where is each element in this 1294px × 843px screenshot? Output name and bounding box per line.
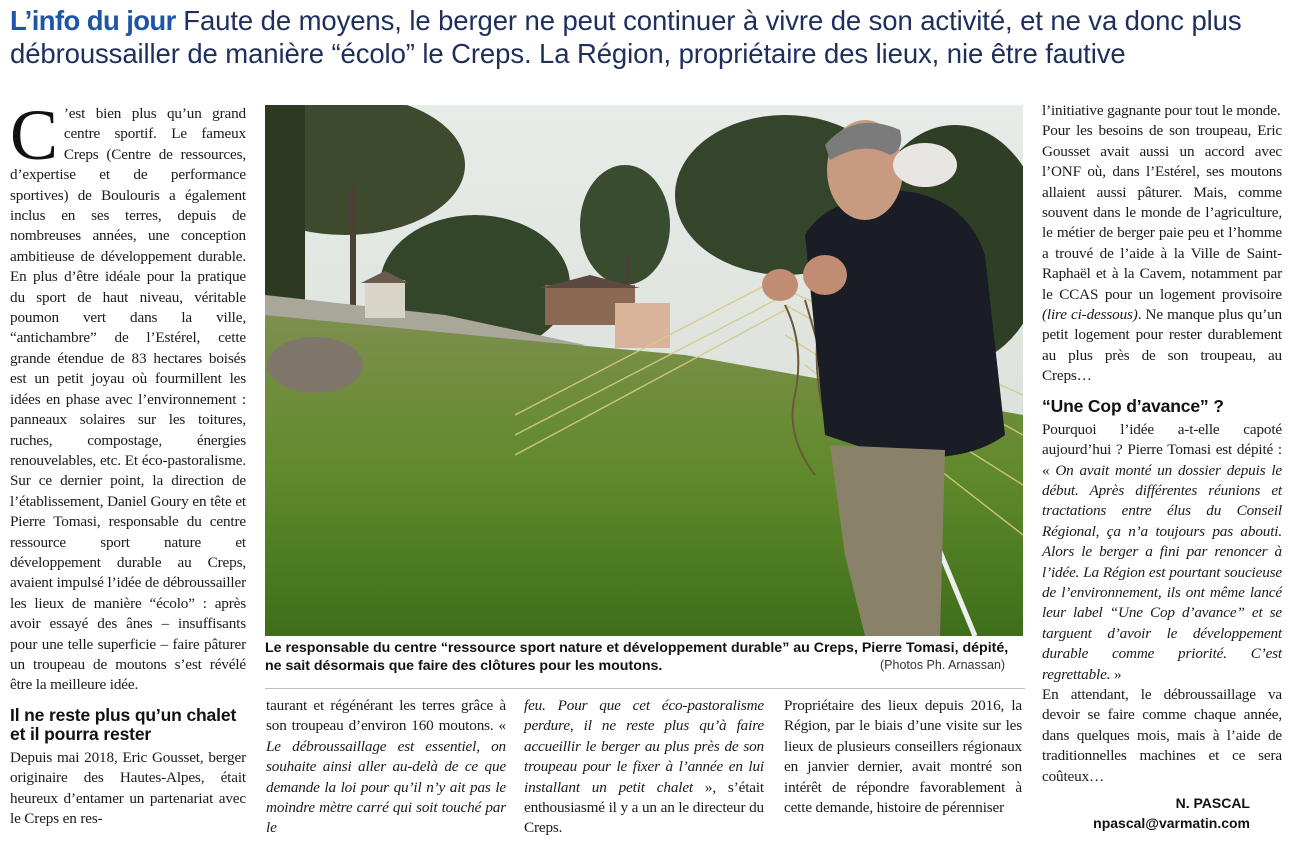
headline-text: Faute de moyens, le berger ne peut continuer à vivre de son activité, et ne va donc plus débroussailler de manière “écolo” le Creps. La Région, propriétaire des lieux, nie être fautive <box>10 5 1242 69</box>
paragraph-en-attendant: En attendant, le débroussaillage va devoir se faire comme chaque année, dans quelques mois, mais à l’aide de traditionnelles machines et ce sera coûteux… <box>1042 685 1282 785</box>
intro-text: ’est bien plus qu’un grand centre sportif. Le fameux Creps (Centre de ressources, d’expertise et de performance sportives) de Boulouris a également inclus en ses terres, depuis de nombreuses années, une conception ambitieuse de développement durable. En plus d’être idéale pour la pratique du sport de haut niveau, véritable poumon vert dans la ville, “antichambre” de l’Estérel, cette grande étendue de 83 hectares boisés est un petit joyau où fourmillent les idées en phase avec l’environnement : panneaux solaires sur les toitures, ruches, compostage, énergies renouvelables, etc. Et éco-pastoralisme. Sur ce dernier point, la direction de l’établissement, Daniel Goury en tête et Pierre Tomasi, responsable du centre ressource sport nature et développement durable au Creps, avaient impulsé l’idée de débroussailler les lieux de manière “écolo” : après avoir essayé des ânes – insuffisants pour une telle superficie – faire pâturer un troupeau de moutons s’est révélé être la meilleure idée. <box>10 105 246 694</box>
paragraph-depuis: Depuis mai 2018, Eric Gousset, berger originaire des Hautes-Alpes, était heureux d’entamer un partenariat avec le Creps en res- <box>10 748 246 827</box>
column-1 <box>10 95 246 829</box>
besoins-ref: (lire ci-dessous) <box>1042 306 1138 324</box>
photo-caption: Le responsable du centre “ressource sport nature et développement durable” au Creps, Pierre Tomasi, dépité, ne sait désormais que faire des clôtures pour les moutons. <box>265 640 1009 674</box>
column-5 <box>1042 101 1282 787</box>
column-4 <box>784 696 1022 818</box>
photo-credit: (Photos Ph. Arnassan) <box>880 658 1006 672</box>
col3-quote: feu. Pour que cet éco-pastoralisme perdure, il ne reste plus qu’à faire accueillir le berger au plus près de son troupeau pour le fixer à l’année en lui installant un petit chalet <box>524 697 764 796</box>
drop-cap: C <box>10 95 58 175</box>
pourquoi-quote: On avait monté un dossier depuis le début. Après différentes réunions et tractations entre élus du Conseil Régional, ça n’a toujours pas abouti. Alors le berger a fini par renoncer à l’idée. La Région est pourtant soucieuse de l’environnement, ils ont même lancé leur label “Une Cop d’avance” et se targuent d’avoir le développement durable comme priorité. C’est regrettable. <box>1042 461 1282 683</box>
column-2 <box>266 696 506 839</box>
pourquoi-close: » <box>1110 665 1122 683</box>
subhead-cop: “Une Cop d’avance” ? <box>1042 395 1224 416</box>
pourquoi-text: Pourquoi l’idée a-t-elle capoté aujourd’hui ? Pierre Tomasi est dépité : « <box>1042 420 1282 479</box>
kicker: L’info du jour <box>10 5 176 36</box>
paragraph-proprietaire: Propriétaire des lieux depuis 2016, la Région, par le biais d’une visite sur les lieux de plusieurs conseillers régionaux en janvier dernier, avait montré son intérêt de répondre favorablement à cette demande, histoire de pérenniser <box>784 697 1022 817</box>
headline <box>10 4 1288 70</box>
paragraph-pourquoi <box>1042 420 1282 685</box>
col2-quote: Le débroussaillage est essentiel, on souhaite ainsi aller au-delà de ce que demande la loi pour qu’il n’y ait pas le moindre mètre carré qui soit touché par le <box>266 737 506 837</box>
paragraph-feu <box>524 696 764 839</box>
paragraph-besoins <box>1042 121 1282 386</box>
byline-email[interactable]: npascal@varmatin.com <box>1093 815 1250 831</box>
column-3 <box>524 696 764 839</box>
article-photo <box>265 105 1023 636</box>
col3-text: », s’était enthousiasmé il y a un an le directeur du Creps. <box>524 778 764 837</box>
caption-divider <box>265 688 1025 689</box>
col2-text: taurant et régénérant les terres grâce à son troupeau d’environ 160 moutons. « <box>266 697 506 735</box>
byline-author: N. PASCAL <box>1175 795 1250 811</box>
paragraph-taurant <box>266 696 506 839</box>
paragraph-initiative: l’initiative gagnante pour tout le monde. <box>1042 102 1281 119</box>
besoins-text: Pour les besoins de son troupeau, Eric Gousset avait aussi un accord avec l’ONF où, dans l’Estérel, ses moutons allaient aussi pâturer. Mais, comme souvent dans le monde de l’agriculture, le métier de berger paie peu et l’homme a trouvé de l’aide à la Ville de Saint-Raphaël et à la Cavem, notamment par le CCAS pour un logement provisoire <box>1042 122 1282 303</box>
intro-paragraph <box>10 95 246 696</box>
besoins-end: . Ne manque plus qu’un petit logement pour rester durablement au plus près de son troupeau, au Creps… <box>1042 306 1282 385</box>
subhead-chalet: Il ne reste plus qu’un chalet et il pourra rester <box>10 704 237 744</box>
photo-illustration <box>265 105 1023 636</box>
